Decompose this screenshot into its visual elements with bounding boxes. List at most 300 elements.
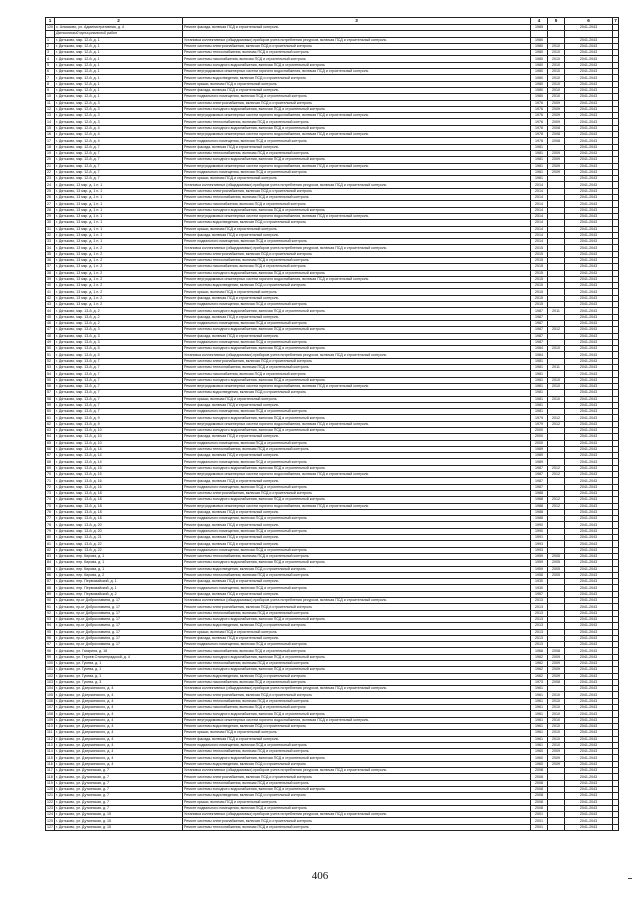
table-cell: 2041-2043 [565,579,613,585]
table-cell: 101 [47,667,53,672]
table-cell: 1980 [531,62,548,68]
table-cell: 1962 [531,673,548,679]
table-cell: Ремонт системы водоотведения, включая ПСД и строительный контроль [183,673,531,679]
table-cell: 2041-2043 [565,377,613,383]
table-cell: Ремонт внутридомовых инженерных систем горячего водоснабжения, включая ПСД и строительный контроль [183,276,531,282]
table-cell: 1987 [531,314,548,320]
table-cell: 2009 [548,157,565,163]
table-cell: г. Дятьково, мкр. 13-й, д. 5 [55,352,183,358]
table-cell: 109 [47,717,53,722]
table-cell: Ремонт подвального помещения, включая ПСД и строительный контроль [183,138,531,144]
table-cell: 2008 [548,679,565,685]
table-cell: 16 [46,132,55,138]
table-cell: г. Дятьково, мкр. 13-й, д. 9 [55,415,183,421]
table-cell: 88 [46,585,55,591]
table-cell: г. Дятьково, мкр. 12-й, д. 7 [55,163,183,169]
table-cell: 7 [46,75,55,81]
table-cell: 2012 [548,472,565,478]
table-cell: г. Дятьково, пер. Кирова, д. 1 [55,566,183,572]
table-cell: 2041-2043 [565,169,613,175]
table-cell: 2041-2043 [565,283,613,289]
table-cell: Ремонт системы электроснабжения, включая ПСД и строительный контроль [183,818,531,824]
table-cell: 1980 [531,87,548,93]
table-cell: 1981 [531,409,548,415]
table-cell: 2041-2043 [565,415,613,421]
table-cell: 2041-2043 [565,503,613,509]
table-cell: 15 [46,125,55,131]
table-cell: 2041-2043 [565,604,613,610]
table-cell: г. Дятьково, мкр. 13-й, д. 10 [55,440,183,446]
table-cell: 1981 [531,390,548,396]
table-cell: 2041-2043 [565,572,613,578]
table-cell: Ремонт системы теплоснабжения, включая ПСД и строительный контроль [183,698,531,704]
table-cell: 120 [47,25,53,30]
table-cell: 1987 [531,308,548,314]
table-cell: 2010 [548,75,565,81]
table-cell: 116 [47,761,53,766]
table-cell: Установка коллективных (общедомовых) приборов учета потребления ресурсов, включая ПСД и строительный контроль [183,182,531,188]
table-cell: г. Дятьково, мкр. 12-й, д. 3 [55,113,183,119]
table-cell: 21 [46,163,55,169]
table-cell: г. Дятьково, 13 мкр. д. 1 п. 1 [55,207,183,213]
table-cell: Ремонт системы холодного водоснабжения, включая ПСД и строительный контроль [183,616,531,622]
table-cell: 25 [46,188,55,194]
table-cell: Ремонт фасада, включая ПСД и строительный контроль [183,509,531,515]
table-cell: 11 [46,100,55,106]
table-cell: 113 [47,743,53,748]
table-cell: 46 [46,320,55,326]
table-cell: 2012 [548,421,565,427]
table-cell: Ремонт системы теплоснабжения, включая ПСД и строительный контроль [183,257,531,263]
table-cell: 2041-2043 [565,56,613,62]
table-cell: г. Дятьково, ул. Дзержинского, д. 4 [55,761,183,767]
table-cell: 105 [47,692,53,697]
table-cell: Ремонт подвального помещения, включая ПСД и строительный контроль [183,484,531,490]
table-cell: 2041-2043 [565,824,613,830]
table-cell: г. Дятьково, 13 мкр. д. 1 п. 2 [55,302,183,308]
table-cell: 1980 [531,43,548,49]
table-cell: 1980 [531,37,548,43]
table-cell: 2010 [548,94,565,100]
table-cell: 2041-2043 [565,251,613,257]
table-cell: 27 [46,201,55,207]
table-cell: г. Дятьково, мкр. 13-й, д. 15 [55,472,183,478]
table-cell: 2041-2043 [565,69,613,75]
table-cell: 1961 [531,692,548,698]
table-cell: 1961 [531,711,548,717]
table-cell: 2015 [531,251,548,257]
table-cell: г. Дятьково, мкр. 13-й, д. 7 [55,377,183,383]
table-body [46,25,619,831]
table-cell: 1980 [531,69,548,75]
table-cell: 1987 [531,339,548,345]
table-cell: 2009 [548,749,565,755]
table-cell: 2008 [531,793,548,799]
table-cell: 35 [46,251,55,257]
table-cell: 1980 [531,50,548,56]
table-cell: 103 [47,680,53,685]
table-cell: Ремонт системы теплоснабжения, включая ПСД и строительный контроль [183,824,531,830]
table-cell: 2041-2043 [565,553,613,559]
table-cell: г. Дятьково, мкр. 13-й, д. 3 [55,327,183,333]
table-cell: 1978 [531,138,548,144]
table-cell: 2041-2043 [565,465,613,471]
table-cell: Ремонт системы водоотведения, включая ПСД и строительный контроль [183,390,531,396]
table-cell: г. Дятьково, мкр. 13-й, д. 7 [55,383,183,389]
table-cell: г. Дятьково, мкр. 12-й, д. 1 [55,75,183,81]
table-cell: 2005 [548,553,565,559]
table-cell: 97 [46,642,55,648]
table-cell: 45 [46,314,55,320]
table-cell: Ремонт фасада, включая ПСД и строительный контроль [183,478,531,484]
table-cell: 2041-2043 [565,25,613,31]
table-cell: 2041-2043 [565,295,613,301]
table-cell: 1960 [531,761,548,767]
table-cell: 2041-2043 [565,371,613,377]
table-cell: 9 [46,87,55,93]
table-cell: 18 [46,144,55,150]
table-cell: г. Дятьково, мкр. 12-й, д. 1 [55,62,183,68]
table-cell: 1993 [531,547,548,553]
table-cell: 2041-2043 [565,75,613,81]
table-cell: 1973 [531,679,548,685]
table-cell: Ремонт системы электроснабжения, включая ПСД и строительный контроль [183,604,531,610]
table-cell: Ремонт внутридомовых инженерных систем горячего водоснабжения, включая ПСД и строительный контроль [183,503,531,509]
table-cell: г. Дятьково, 13 мкр. д. 1 п. 1 [55,201,183,207]
table-cell: 34 [46,245,55,251]
table-cell: г. Дятьково, мкр. 12-й, д. 7 [55,157,183,163]
table-cell: 1961 [531,705,548,711]
table-cell: Ремонт системы холодного водоснабжения, включая ПСД и строительный контроль [183,106,531,112]
table-cell: 12 [46,106,55,112]
table-cell: г. Дятьково, ул. Дуткинская, д. 7 [55,780,183,786]
table-cell: 2014 [531,188,548,194]
table-cell: Ремонт фасада, включая ПСД и строительный контроль [183,314,531,320]
table-cell: 1959 [531,566,548,572]
table-cell: 2014 [531,220,548,226]
table-cell: 2041-2043 [565,780,613,786]
table-cell: 2041-2043 [565,509,613,515]
table-cell: г. Дятьково, пер. Первомайский, д. 1 [55,579,183,585]
table-cell: г. Дятьково, мкр. 12-й, д. 1 [55,87,183,93]
table-cell: Ремонт внутридомовых инженерных систем горячего водоснабжения, включая ПСД и строительный контроль [183,213,531,219]
table-cell: 1988 [531,516,548,522]
table-cell: 2015 [531,276,548,282]
table-cell: г. Дятьково, пр-кт Доброславина, д. 17 [55,616,183,622]
table-cell: г. Дятьково, ул. Гусева, д. 1 [55,667,183,673]
table-cell: Ремонт подвального помещения, включая ПСД и строительный контроль [183,440,531,446]
table-cell: г. Дятьково, 13 мкр. д. 1 п. 2 [55,283,183,289]
table-cell: 29 [46,213,55,219]
table-cell: 2041-2043 [565,138,613,144]
table-cell: 2041-2043 [565,188,613,194]
table-cell: 2013 [531,635,548,641]
table-cell: г. Дятьково, мкр. 13-й, д. 21 [55,535,183,541]
table-cell: 44 [46,308,55,314]
table-cell: 2041-2043 [565,302,613,308]
table-cell: 2015 [531,264,548,270]
table-cell: 1989 [531,446,548,452]
table-cell [613,824,619,830]
table-cell: 1987 [531,320,548,326]
table-cell: 24 [46,182,55,188]
table-cell: 1987 [531,478,548,484]
table-cell: 2041-2043 [565,358,613,364]
table-cell: г. Дятьково, мкр. 12-й, д. 3 [55,100,183,106]
table-cell: Ремонт системы холодного водоснабжения, включая ПСД и строительный контроль [183,465,531,471]
table-cell: 2041-2043 [565,390,613,396]
table-cell: 2009 [548,106,565,112]
table-cell: Ремонт системы электроснабжения, включая ПСД и строительный контроль [183,251,531,257]
table-cell: г. Дятьково, ул. Дуткинская, д. 7 [55,768,183,774]
table-cell: 1978 [531,125,548,131]
table-cell: 2010 [548,698,565,704]
table-cell: 2041-2043 [565,264,613,270]
table-cell: Ремонт системы газоснабжения, включая ПСД и строительный контроль [183,371,531,377]
table-cell: 2009 [548,755,565,761]
table-cell: 1958 [531,572,548,578]
table-cell: Ремонт подвального помещения, включая ПСД и строительный контроль [183,94,531,100]
table-cell: г. Дятьково, мкр. 13-й, д. 16 [55,478,183,484]
table-cell: Ремонт системы холодного водоснабжения, включая ПСД и строительный контроль [183,157,531,163]
table-cell: 1987 [531,472,548,478]
table-cell: Ремонт подвального помещения, включая ПСД и строительный контроль [183,742,531,748]
table-row [46,824,619,830]
table-cell: 36 [46,257,55,263]
table-cell: 2009 [548,163,565,169]
table-cell: 2041-2043 [565,213,613,219]
table-cell: 121 [47,793,53,798]
table-cell: 13 [46,113,55,119]
table-cell: 2041-2043 [565,308,613,314]
table-cell: 2041-2043 [565,547,613,553]
table-cell: 1981 [531,358,548,364]
table-cell: 1979 [531,421,548,427]
table-cell: 2041-2043 [565,144,613,150]
table-cell: г. Дятьково, мкр. 12-й, д. 1 [55,37,183,43]
table-cell: Установка коллективных (общедомовых) приборов учета потребления ресурсов, включая ПСД и строительный контроль [183,768,531,774]
table-cell: 2041-2043 [565,446,613,452]
table-cell: Ремонт внутридомовых инженерных систем горячего водоснабжения, включая ПСД и строительный контроль [183,472,531,478]
table-cell: 2041-2043 [565,459,613,465]
table-cell: 2011 [548,308,565,314]
table-cell: Ремонт системы газоснабжения, включая ПСД и строительный контроль [183,56,531,62]
table-cell: 1961 [531,717,548,723]
table-cell: 2041-2043 [565,623,613,629]
table-cell: 2041-2043 [565,755,613,761]
table-cell: 2013 [531,642,548,648]
table-cell: 2041-2043 [565,635,613,641]
table-cell: 4 [46,56,55,62]
table-cell: г. Дятьково, мкр. 13-й, д. 10 [55,428,183,434]
table-cell: 2041-2043 [565,453,613,459]
table-cell: 2041-2043 [565,698,613,704]
table-cell: 117 [47,768,53,773]
table-cell: 1960 [531,755,548,761]
table-cell: Установка коллективных (общедомовых) приборов учета потребления ресурсов, включая ПСД и строительный контроль [183,352,531,358]
table-cell: Ремонт системы холодного водоснабжения, включая ПСД и строительный контроль [183,270,531,276]
table-cell: Ремонт системы холодного водоснабжения, включая ПСД и строительный контроль [183,654,531,660]
table-cell: 2041-2043 [565,522,613,528]
table-cell: 2009 [548,113,565,119]
table-cell: Ремонт подвального помещения, включая ПСД и строительный контроль [183,169,531,175]
table-cell: Ремонт системы газоснабжения, включая ПСД и строительный контроль [183,679,531,685]
table-cell: г. Дятьково, 13 мкр. д. 1 п. 2 [55,276,183,282]
table-cell: 2010 [548,742,565,748]
table-cell: 1993 [531,541,548,547]
table-cell: 43 [46,302,55,308]
table-cell: Ремонт системы холодного водоснабжения, включая ПСД и строительный контроль [183,377,531,383]
table-cell: 1976 [531,113,548,119]
table-cell: Ремонт подвального помещения, включая ПСД и строительный контроль [183,528,531,534]
table-cell: 87 [46,579,55,585]
table-cell: Ремонт системы водоотведения, включая ПСД и строительный контроль [183,283,531,289]
table-cell: 2041-2043 [565,37,613,43]
table-cell: 2041-2043 [565,490,613,496]
table-cell: 2010 [548,81,565,87]
table-cell: 1981 [531,365,548,371]
table-cell: Ремонт системы электроснабжения, включая ПСД и строительный контроль [183,100,531,106]
table-cell: 2009 [548,654,565,660]
table-cell: 2041-2043 [565,352,613,358]
table-cell: 1981 [531,176,548,182]
table-cell: 2014 [531,195,548,201]
table-cell: 2041-2043 [565,648,613,654]
table-cell: Ремонт фасада, включая ПСД и строительный контроль [183,232,531,238]
table-cell: Ремонт системы теплоснабжения, включая ПСД и строительный контроль [183,780,531,786]
table-cell: 123 [47,806,53,810]
table-cell: г. Дятьково, ул. Дзержинского, д. 4 [55,717,183,723]
table-cell: 2041-2043 [565,314,613,320]
table-cell: 1980 [531,81,548,87]
table-cell: г. Дятьково, ул. Дуткинская, д. 15 [55,824,183,830]
table-cell: г. Дятьково, 13 мкр. д. 1 п. 2 [55,270,183,276]
table-cell: г. Дятьково, ул. Дзержинского, д. 4 [55,749,183,755]
table-cell: Ремонт системы теплоснабжения, включая ПСД и строительный контроль [183,610,531,616]
table-cell: 2010 [548,62,565,68]
table-cell: 2014 [531,207,548,213]
table-cell: г. Дятьково, мкр. 13-й, д. 18 [55,516,183,522]
table-cell: 2013 [531,604,548,610]
table-cell: 2001 [531,812,548,818]
table-cell: 1981 [531,169,548,175]
table-cell: 83 [46,553,55,559]
table-cell: 2041-2043 [565,736,613,742]
table-cell: 2015 [531,295,548,301]
table-cell: г. Дятьково, пер. Кирова, д. 1 [55,560,183,566]
table-cell: 1979 [531,415,548,421]
table-cell: 48 [46,333,55,339]
table-cell: 80 [46,535,55,541]
table-cell: Ремонт системы водоотведения, включая ПСД и строительный контроль [183,723,531,729]
table-cell: 1989 [531,453,548,459]
table-cell: г. Дятьково, мкр. 13-й, д. 5 [55,346,183,352]
table-cell: 2041-2043 [565,182,613,188]
table-cell: Ремонт фасада, включая ПСД и строительный контроль [183,295,531,301]
table-cell: 2041-2043 [565,566,613,572]
table-cell: Ремонт крыши, включая ПСД и строительный контроль [183,81,531,87]
table-cell: 1980 [531,75,548,81]
table-cell: 125 [47,818,53,823]
table-cell: 59 [46,402,55,408]
table-cell: Ремонт системы газоснабжения, включая ПСД и строительный контроль [183,648,531,654]
table-cell: г. Дятьково, пр-кт Доброславина, д. 17 [55,642,183,648]
table-cell: г. Дятьково, ул. Дуткинская, д. 15 [55,812,183,818]
table-cell: 2041-2043 [565,94,613,100]
table-cell: г. Дятьково, 13 мкр. д. 1 п. 1 [55,226,183,232]
table-cell: 2013 [531,598,548,604]
table-cell: 47 [46,327,55,333]
table-cell: 5 [46,62,55,68]
table-cell: 2041-2043 [565,201,613,207]
table-cell: г. Дятьково, 13 мкр. д. 1 п. 1 [55,232,183,238]
table-cell: 2014 [531,213,548,219]
table-cell: Ремонт подвального помещения, включая ПСД и строительный контроль [183,409,531,415]
table-cell: 26 [46,195,55,201]
table-cell: Ремонт фасада, включая ПСД и строительный контроль [183,635,531,641]
table-cell: 68 [46,459,55,465]
table-cell: Ремонт системы холодного водоснабжения, включая ПСД и строительный контроль [183,428,531,434]
table-cell: Ремонт подвального помещения, включая ПСД и строительный контроль [183,320,531,326]
table-cell: Ремонт подвального помещения, включая ПСД и строительный контроль [183,459,531,465]
table-cell: 2014 [531,226,548,232]
table-cell: г. Дятьково, мкр. 13-й, д. 18 [55,497,183,503]
table-cell: 1981 [531,371,548,377]
table-cell: 2041-2043 [565,100,613,106]
table-cell: Ремонт подвального помещения, включая ПСД и строительный контроль [183,339,531,345]
table-cell: Ремонт подвального помещения, включая ПСД и строительный контроль [183,585,531,591]
table-cell: г. Дятьково, 13 мкр. д. 1 п. 1 [55,182,183,188]
table-cell: 1959 [531,560,548,566]
table-cell: Ремонт подвального помещения, включая ПСД и строительный контроль [183,547,531,553]
table-cell: 90 [46,598,55,604]
table-cell: Ремонт системы электроснабжения, включая ПСД и строительный контроль [183,692,531,698]
table-cell: Ремонт фасада, включая ПСД и строительный контроль [183,541,531,547]
table-cell: 2013 [531,610,548,616]
table-cell: Ремонт системы холодного водоснабжения, включая ПСД и строительный контроль [183,711,531,717]
table-cell: Ремонт системы электроснабжения, включая ПСД и строительный контроль [183,774,531,780]
table-cell: г. Дятьково, мкр. 12-й, д. 1 [55,56,183,62]
table-cell: г. Дятьково, мкр. 12-й, д. 7 [55,176,183,182]
header-cell: 6 [565,18,613,25]
table-cell: г. Дятьково, мкр. 12-й, д. 4 [55,138,183,144]
table-cell: 2041-2043 [565,409,613,415]
table-cell: 2041-2043 [565,711,613,717]
table-cell: г. Дятьково, мкр. 13-й, д. 15 [55,465,183,471]
table-cell: г. Дятьково, мкр. 12-й, д. 1 [55,94,183,100]
table-cell: 2041-2043 [565,383,613,389]
table-cell: Ремонт подвального помещения, включая ПСД и строительный контроль [183,239,531,245]
table-cell: 1976 [531,106,548,112]
table-cell: г. Дятьково, мкр. 13-й, д. 14 [55,459,183,465]
table-cell: Ремонт крыши, включая ПСД и строительный контроль [183,226,531,232]
table-cell: г. Дятьково, пер. Первомайский, д. 1 [55,585,183,591]
table-cell: 1968 [531,648,548,654]
table-cell: 78 [46,522,55,528]
table-cell: 1981 [531,377,548,383]
table-cell: 2010 [548,717,565,723]
table-cell: 1962 [531,654,548,660]
table-cell: г. Дятьково, пр-кт Доброславина, д. 17 [55,598,183,604]
table-cell: 2009 [548,169,565,175]
table-cell: г. Дятьково, 13 мкр. д. 1 п. 2 [55,289,183,295]
table-cell: Ремонт внутридомовых инженерных систем горячего водоснабжения, включая ПСД и строительный контроль [183,113,531,119]
table-cell: Установка коллективных (общедомовых) приборов учета потребления ресурсов, включая ПСД и строительный контроль [183,37,531,43]
table-cell: 10 [46,94,55,100]
table-cell: 2009 [548,660,565,666]
table-cell: 1961 [531,736,548,742]
table-cell: Ремонт системы теплоснабжения, включая ПСД и строительный контроль [183,446,531,452]
